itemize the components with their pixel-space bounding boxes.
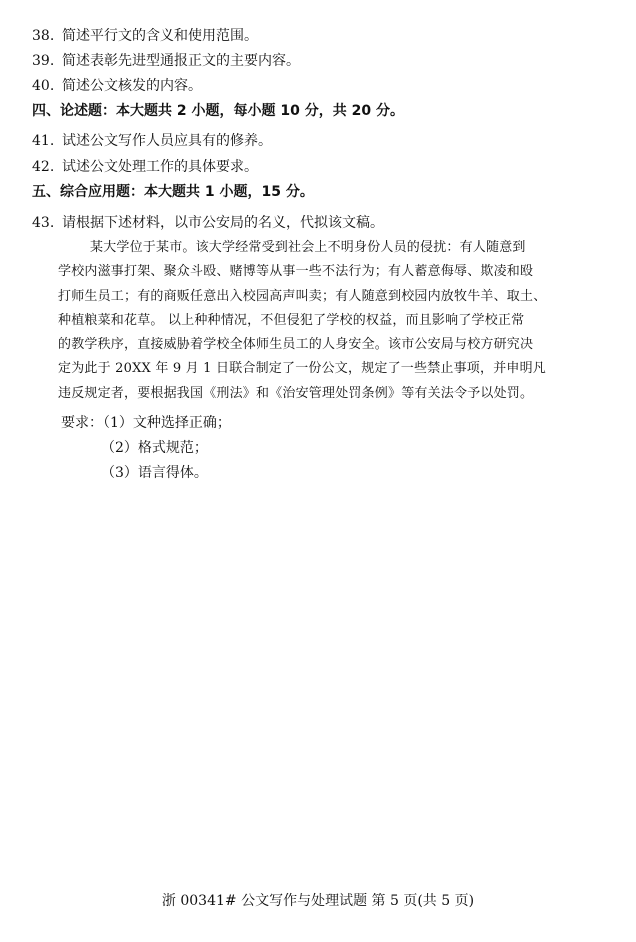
question-text: 简述公文核发的内容。 xyxy=(62,78,202,94)
question-text: 请根据下述材料，以市公安局的名义，代拟该文稿。 xyxy=(62,215,384,231)
material-line: 违反规定者，要根据我国《刑法》和《治安管理处罚条例》等有关法令予以处罚。 xyxy=(58,385,534,401)
requirement-item: （3）语言得体。 xyxy=(101,465,208,481)
material-line: 种植粮菜和花草。 以上种种情况，不但侵犯了学校的权益，而且影响了学校正常 xyxy=(58,312,525,328)
question-39 xyxy=(32,52,300,70)
question-text: 试述公文处理工作的具体要求。 xyxy=(62,159,258,175)
question-text: 试述公文写作人员应具有的修养。 xyxy=(62,133,272,149)
question-number: 40. xyxy=(32,78,55,94)
requirement-item: （1）文种选择正确； xyxy=(103,415,231,431)
question-number: 38. xyxy=(32,28,55,44)
question-40 xyxy=(32,77,202,95)
question-38 xyxy=(32,27,258,45)
question-43 xyxy=(32,214,384,232)
material-line: 某大学位于某市。该大学经常受到社会上不明身份人员的侵扰：有人随意到 xyxy=(90,240,526,255)
question-number: 39. xyxy=(32,53,55,69)
material-paragraph xyxy=(58,236,598,406)
material-line: 的教学秩序，直接威胁着学校全体师生员工的人身安全。该市公安局与校方研究决 xyxy=(58,337,534,353)
question-41 xyxy=(32,132,272,150)
question-number: 43. xyxy=(32,215,55,231)
requirements-label: 要求： xyxy=(61,415,103,431)
question-42 xyxy=(32,158,258,176)
requirement-item: （2）格式规范； xyxy=(101,440,208,456)
question-number: 42. xyxy=(32,159,55,175)
material-line: 定为此于 20XX 年 9 月 1 日联合制定了一份公文，规定了一些禁止事项，并申明凡 xyxy=(58,361,546,377)
requirement-2 xyxy=(101,439,208,457)
material-line: 学校内滋事打架、聚众斗殴、赌博等从事一些不法行为；有人蓄意侮辱、欺凌和殴 xyxy=(58,264,534,280)
question-number: 41. xyxy=(32,133,55,149)
material-line: 打师生员工；有的商贩任意出入校园高声叫卖；有人随意到校园内放牧牛羊、取土、 xyxy=(58,288,547,304)
section-heading-4: 四、论述题：本大题共 2 小题，每小题 10 分，共 20 分。 xyxy=(32,103,404,119)
question-text: 简述表彰先进型通报正文的主要内容。 xyxy=(62,53,300,69)
page-footer: 浙 00341# 公文写作与处理试题 第 5 页(共 5 页) xyxy=(161,893,475,909)
section-heading-5: 五、综合应用题：本大题共 1 小题，15 分。 xyxy=(32,184,314,200)
requirement-3 xyxy=(101,464,208,482)
question-text: 简述平行文的含义和使用范围。 xyxy=(62,28,258,44)
requirement-1 xyxy=(61,414,231,432)
